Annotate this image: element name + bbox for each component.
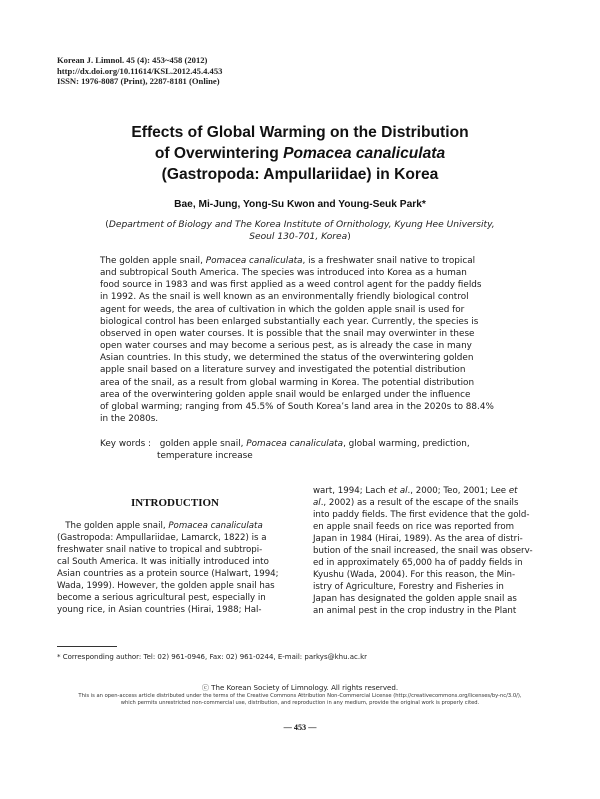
intro-etal: et al — [388, 486, 408, 496]
affiliation-line-2 — [100, 231, 500, 243]
abstract-line: and subtropical South America. The species was introduced into Korea as a human — [100, 268, 467, 279]
intro-line: ed in approximately 65,000 ha of paddy fields in — [313, 557, 523, 568]
affiliation-department: Department of Biology and The Korea Institute of Ornithology, Kyung Hee University, — [108, 220, 495, 230]
intro-line — [313, 486, 533, 498]
introduction-left-column — [57, 521, 279, 617]
section-heading-introduction: INTRODUCTION — [130, 497, 219, 509]
intro-line: young rice, in Asian countries (Hirai, 1988; Hal- — [57, 604, 262, 615]
intro-line: (Gastropoda: Ampullariidae, Lamarck, 1822) is a — [57, 532, 267, 543]
intro-etal-2: et — [508, 486, 518, 496]
keyword-species: Pomacea canaliculata — [246, 439, 344, 449]
intro-line: become a serious agricultural pest, especially in — [57, 592, 266, 603]
introduction-right-column — [313, 486, 533, 617]
journal-citation — [57, 55, 222, 87]
affiliation-open-paren: ( — [105, 220, 109, 230]
keywords-line-1 — [100, 438, 470, 450]
abstract-line: area of the overwintering golden apple snail would be enlarged under the influence — [100, 389, 471, 400]
license-line-2: which permits unrestricted non-commercial use, distribution, and reproduction in any medium, provide the original work is properly cited. — [120, 700, 480, 707]
abstract-line: area of the snail, as a result from global warming in Korea. The potential distribution — [100, 377, 475, 388]
abstract-line: in the 2080s. — [100, 414, 159, 425]
title-species: Pomacea canaliculata — [283, 145, 446, 162]
title-line-3: (Gastropoda: Ampullariidae) in Korea — [161, 166, 439, 183]
paper-title — [60, 122, 540, 185]
intro-line: Wada, 1999). However, the golden apple snail has — [57, 580, 275, 591]
abstract-line: observed in open water courses. It is possible that the snail may overwinter in these — [100, 328, 475, 339]
author-affiliation — [100, 219, 500, 244]
intro-species: Pomacea canaliculata — [168, 521, 263, 531]
abstract-line: apple snail based on a literature survey and investigated the potential distribution — [100, 365, 466, 376]
intro-line: Asian countries as a protein source (Halwart, 1994; — [57, 568, 279, 579]
journal-volume: Korean J. Limnol. 45 (4): 453~458 (2012) — [57, 55, 208, 65]
title-line-2-text: of Overwintering — [154, 145, 284, 162]
abstract-line: open water courses and may become a serious pest, as is already the case in many — [100, 341, 472, 352]
abstract-line: biological control has been enlarged substantially each year. Currently, the species is — [100, 316, 479, 327]
intro-line: bution of the snail increased, the snail was observ- — [313, 545, 533, 556]
keywords — [100, 438, 470, 462]
page-number: — 453 — — [283, 723, 317, 732]
abstract-line-1-end: , is a freshwater snail native to tropical — [302, 256, 476, 266]
intro-line: Japan has designated the golden apple snail as — [313, 593, 517, 604]
intro-line: an animal pest in the crop industry in the Plant — [313, 605, 517, 616]
footnote-divider — [57, 646, 117, 647]
keywords-line-2: temperature increase — [157, 451, 253, 462]
intro-line: en apple snail feeds on rice was reported from — [313, 521, 515, 532]
intro-line-1-start: The golden apple snail, — [65, 521, 169, 531]
intro-line: Kyushu (Wada, 2004). For this reason, the Min- — [313, 569, 516, 580]
keyword-text-rest: , global warming, prediction, — [343, 439, 470, 449]
license-notice — [0, 693, 600, 708]
abstract-line: in 1992. As the snail is well known as an environmentally friendly biological control — [100, 292, 469, 303]
keyword-text: golden apple snail, — [157, 439, 247, 449]
abstract-line: of global warming; ranging from 45.5% of South Korea’s land area in the 2020s to 88.4% — [100, 401, 494, 412]
intro-line: freshwater snail native to tropical and subtropi- — [57, 544, 263, 555]
intro-line — [313, 498, 533, 510]
title-line-1: Effects of Global Warming on the Distribution — [131, 124, 469, 141]
intro-right-line-1-start: wart, 1994; Lach — [313, 486, 389, 496]
abstract-line — [100, 255, 502, 267]
intro-right-line-2: ., 2002) as a result of the escape of the snails — [320, 497, 519, 508]
abstract-line: Asian countries. In this study, we determined the status of the overwintering golden — [100, 353, 474, 364]
abstract-species: Pomacea canaliculata — [205, 256, 303, 266]
intro-line: cal South America. It was initially introduced into — [57, 556, 269, 567]
affiliation-close-paren: ) — [347, 232, 351, 243]
abstract-line: food source in 1983 and was first applied as a weed control agent for the paddy fields — [100, 280, 482, 291]
affiliation-line-1 — [100, 219, 500, 231]
copyright-notice: ⓒ The Korean Society of Limnology. All rights reserved. — [201, 683, 399, 692]
author-list: Bae, Mi-Jung, Yong-Su Kwon and Young-Seuk Park* — [174, 199, 426, 210]
intro-right-line-1-mid: ., 2000; Teo, 2001; Lee — [407, 486, 509, 496]
title-line-2 — [60, 143, 540, 164]
intro-line — [57, 521, 279, 533]
journal-doi-link[interactable]: http://dx.doi.org/10.11614/KSL.2012.45.4.453 — [57, 65, 223, 76]
intro-line: istry of Agriculture, Forestry and Fisheries in — [313, 581, 504, 592]
abstract-line: agent for weeds, the area of cultivation in which the golden apple snail is used for — [100, 304, 465, 315]
abstract-line-1-start: The golden apple snail, — [100, 256, 206, 266]
affiliation-address: Seoul 130-701, Korea — [249, 232, 348, 243]
keywords-label: Key words : — [100, 439, 151, 449]
intro-line: into paddy fields. The first evidence that the gold- — [313, 509, 530, 520]
corresponding-author-footnote: * Corresponding author: Tel: 02) 961-0946, Fax: 02) 961-0244, E-mail: parkys@khu.ac.kr — [57, 653, 368, 661]
intro-line: Japan in 1984 (Hirai, 1989). As the area of distri- — [313, 533, 523, 544]
journal-issn: ISSN: 1976-8087 (Print), 2287-8181 (Online) — [57, 76, 220, 87]
license-line-1: This is an open-access article distributed under the terms of the Creative Commons Attribution Non-Commercial License (http://creativecommons.org/licenses/by-nc/3.0/), — [78, 693, 522, 699]
abstract — [100, 255, 502, 425]
intro-etal-3: al — [313, 497, 321, 508]
